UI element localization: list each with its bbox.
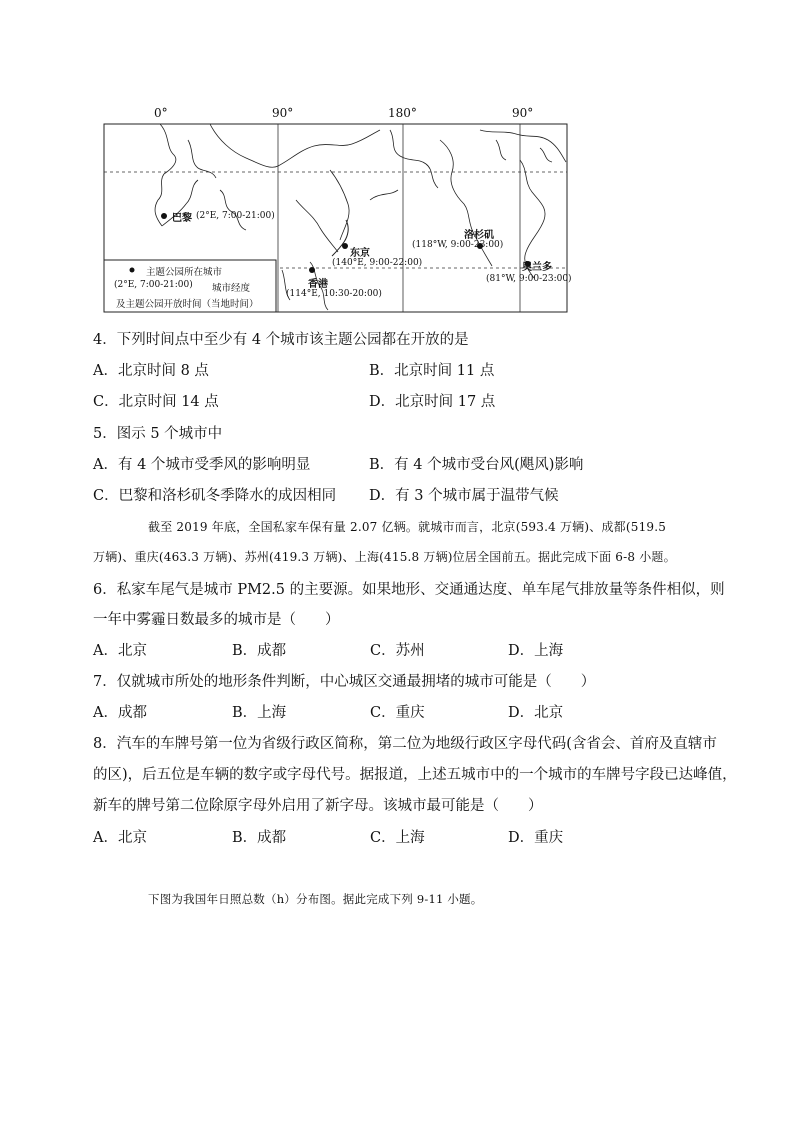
question-6-option-a: A．北京: [93, 643, 147, 659]
passage-6-8-line1: 截至 2019 年底，全国私家车保有量 2.07 亿辆。就城市而言，北京(593.4 万辆)、成都(519.5: [148, 520, 667, 534]
question-7-option-b: B．上海: [232, 705, 287, 721]
world-map-figure: [100, 100, 570, 315]
city-detail-orlando: (81°W, 9:00-23:00): [486, 274, 572, 284]
question-5-option-c: C．巴黎和洛杉矶冬季降水的成因相同: [93, 488, 337, 504]
question-7-option-d: D．北京: [508, 705, 564, 721]
question-6-option-d: D．上海: [508, 643, 564, 659]
city-label-losangeles: 洛杉矶: [464, 230, 494, 241]
question-5-stem: 5．图示 5 个城市中: [93, 426, 223, 442]
longitude-label-90w: 90°: [512, 106, 534, 120]
passage-9-11: 下图为我国年日照总数（h）分布图。据此完成下列 9-11 小题。: [148, 892, 483, 906]
city-detail-tokyo: (140°E, 9:00-22:00): [332, 258, 423, 268]
question-8-option-c: C．上海: [370, 830, 425, 846]
question-8-line1: 8．汽车的车牌号第一位为省级行政区简称，第二位为地级行政区字母代码(含省会、首府及直辖市: [93, 736, 717, 752]
longitude-label-180: 180°: [388, 106, 417, 120]
question-4-stem: 4．下列时间点中至少有 4 个城市该主题公园都在开放的是: [93, 332, 469, 348]
question-5-option-d: D．有 3 个城市属于温带气候: [369, 488, 559, 504]
city-dot-paris: [161, 213, 167, 219]
question-8-option-a: A．北京: [93, 830, 147, 846]
legend-lon-label: 城市经度: [212, 283, 251, 294]
city-detail-losangeles: (118°W, 9:00-23:00): [412, 240, 504, 250]
question-8-line2: 的区)，后五位是车辆的数字或字母代号。据报道，上述五城市中的一个城市的车牌号字段已达峰值，: [93, 767, 737, 783]
longitude-label-0: 0°: [154, 106, 168, 120]
city-label-tokyo: 东京: [350, 248, 370, 259]
city-label-orlando: 奥兰多: [522, 262, 552, 273]
question-4-option-a: A．北京时间 8 点: [93, 363, 209, 379]
question-5-option-a: A．有 4 个城市受季风的影响明显: [93, 457, 311, 473]
legend-line2: 及主题公园开放时间（当地时间）: [116, 299, 259, 310]
longitude-label-90e: 90°: [272, 106, 294, 120]
question-6-option-b: B．成都: [232, 643, 287, 659]
question-7-stem: 7．仅就城市所处的地形条件判断，中心城区交通最拥堵的城市可能是（ ）: [93, 674, 596, 690]
city-dot-hongkong: [309, 267, 315, 273]
city-label-paris: 巴黎: [172, 213, 192, 224]
city-detail-paris: (2°E, 7:00-21:00): [196, 211, 275, 221]
question-7-option-a: A．成都: [93, 705, 147, 721]
question-5-option-b: B．有 4 个城市受台风(飓风)影响: [369, 457, 584, 473]
question-8-option-d: D．重庆: [508, 830, 564, 846]
passage-6-8-line2: 万辆)、重庆(463.3 万辆)、苏州(419.3 万辆)、上海(415.8 万辆)位居全国前五。据此完成下面 6-8 小题。: [93, 550, 676, 564]
question-4-option-c: C．北京时间 14 点: [93, 394, 219, 410]
city-label-hongkong: 香港: [308, 279, 328, 290]
city-detail-hongkong: (114°E, 10:30-20:00): [286, 289, 382, 299]
question-7-option-c: C．重庆: [370, 705, 425, 721]
question-4-option-d: D．北京时间 17 点: [369, 394, 496, 410]
city-dot-tokyo: [342, 243, 348, 249]
question-6-line1: 6．私家车尾气是城市 PM2.5 的主要源。如果地形、交通通达度、单车尾气排放量等条件相似，则: [93, 582, 725, 598]
legend-example: (2°E, 7:00-21:00): [114, 280, 193, 290]
question-4-option-b: B．北京时间 11 点: [369, 363, 495, 379]
question-8-line3: 新车的牌号第二位除原字母外启用了新字母。该城市最可能是（ ）: [93, 798, 543, 814]
question-6-option-c: C．苏州: [370, 643, 425, 659]
question-6-line2: 一年中雾霾日数最多的城市是（ ）: [93, 612, 340, 628]
legend-symbol-label: 主题公园所在城市: [146, 267, 223, 278]
question-8-option-b: B．成都: [232, 830, 287, 846]
